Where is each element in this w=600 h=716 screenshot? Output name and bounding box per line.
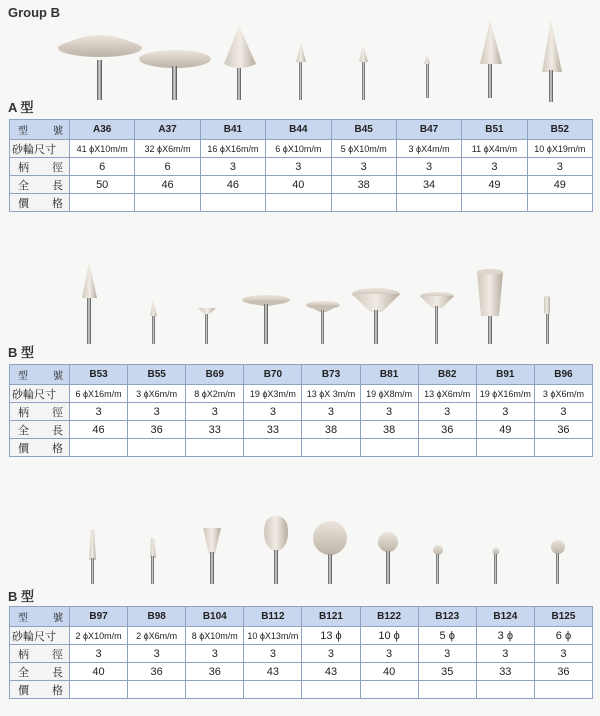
tools-photo-b: [0, 256, 600, 356]
model-row-label: 型 號: [10, 120, 70, 140]
length-cell: 38: [302, 421, 360, 439]
length-row-label: 全 長: [10, 663, 70, 681]
wheel-cell: 10 ϕX13m/m: [244, 627, 302, 645]
wheel-cell: 19 ϕX8m/m: [360, 385, 418, 403]
model-cell: B69: [186, 365, 244, 385]
model-cell: B125: [534, 607, 592, 627]
model-row-label: 型 號: [10, 365, 70, 385]
wheel-cell: 19 ϕX16m/m: [476, 385, 534, 403]
table-b-label: B 型: [8, 345, 35, 360]
model-cell: B122: [360, 607, 418, 627]
shank-cell: 3: [462, 158, 527, 176]
tools-photo-a: [0, 12, 600, 112]
shank-cell: 6: [70, 158, 135, 176]
shank-cell: 3: [534, 403, 592, 421]
model-cell: B123: [418, 607, 476, 627]
shank-row: [10, 158, 593, 176]
wheel-cell: 32 ϕX6m/m: [135, 140, 200, 158]
model-cell: A36: [70, 120, 135, 140]
wheel-row-label: 砂輪尺寸: [10, 627, 70, 645]
model-cell: A37: [135, 120, 200, 140]
price-row-label: 價 格: [10, 681, 70, 699]
model-cell: B51: [462, 120, 527, 140]
shank-cell: 3: [186, 403, 244, 421]
shank-row-label: 柄 徑: [10, 645, 70, 663]
length-row-label: 全 長: [10, 176, 70, 194]
wheel-cell: 16 ϕX16m/m: [200, 140, 265, 158]
shank-cell: 3: [476, 645, 534, 663]
price-cell: [135, 194, 200, 212]
wheel-cell: 5 ϕ: [418, 627, 476, 645]
wheel-cell: 3 ϕX6m/m: [534, 385, 592, 403]
price-row: [10, 194, 593, 212]
length-cell: 40: [266, 176, 331, 194]
grinding-tools-illustration-a: [0, 12, 600, 112]
shank-cell: 3: [200, 158, 265, 176]
length-row: [10, 663, 593, 681]
model-cell: B82: [418, 365, 476, 385]
model-cell: B55: [128, 365, 186, 385]
model-cell: B81: [360, 365, 418, 385]
wheel-cell: 13 ϕX6m/m: [418, 385, 476, 403]
length-cell: 36: [128, 663, 186, 681]
wheel-cell: 10 ϕX19m/m: [527, 140, 592, 158]
shank-cell: 3: [128, 645, 186, 663]
length-row-label: 全 長: [10, 421, 70, 439]
length-cell: 46: [200, 176, 265, 194]
wheel-cell: 2 ϕX6m/m: [128, 627, 186, 645]
length-cell: 33: [186, 421, 244, 439]
length-row: [10, 421, 593, 439]
price-cell: [70, 439, 128, 457]
price-cell: [476, 439, 534, 457]
model-cell: B41: [200, 120, 265, 140]
wheel-cell: 11 ϕX4m/m: [462, 140, 527, 158]
model-cell: B47: [396, 120, 461, 140]
length-cell: 36: [186, 663, 244, 681]
length-cell: 36: [534, 421, 592, 439]
length-cell: 43: [302, 663, 360, 681]
length-cell: 36: [128, 421, 186, 439]
wheel-cell: 3 ϕX4m/m: [396, 140, 461, 158]
wheel-cell: 10 ϕ: [360, 627, 418, 645]
shank-cell: 3: [186, 645, 244, 663]
shank-row: [10, 403, 593, 421]
wheel-row: [10, 140, 593, 158]
group-title: Group B: [8, 5, 60, 20]
price-cell: [534, 439, 592, 457]
model-cell: B97: [70, 607, 128, 627]
model-cell: B104: [186, 607, 244, 627]
wheel-cell: 13 ϕ: [302, 627, 360, 645]
price-cell: [244, 439, 302, 457]
grinding-tools-illustration-c: [0, 492, 600, 592]
price-row-label: 價 格: [10, 194, 70, 212]
spec-table-b: [9, 364, 593, 457]
shank-row-label: 柄 徑: [10, 158, 70, 176]
model-cell: B121: [302, 607, 360, 627]
price-cell: [266, 194, 331, 212]
model-row: [10, 607, 593, 627]
tools-photo-c: [0, 492, 600, 592]
price-cell: [302, 439, 360, 457]
wheel-cell: 3 ϕ: [476, 627, 534, 645]
price-cell: [186, 439, 244, 457]
wheel-cell: 3 ϕX6m/m: [128, 385, 186, 403]
wheel-cell: 19 ϕX3m/m: [244, 385, 302, 403]
spec-table-c: [9, 606, 593, 699]
model-row-label: 型 號: [10, 607, 70, 627]
length-cell: 35: [418, 663, 476, 681]
length-row: [10, 176, 593, 194]
length-cell: 36: [418, 421, 476, 439]
price-cell: [70, 681, 128, 699]
model-row: [10, 120, 593, 140]
shank-cell: 3: [476, 403, 534, 421]
shank-cell: 3: [244, 645, 302, 663]
wheel-cell: 6 ϕ: [534, 627, 592, 645]
shank-cell: 3: [70, 645, 128, 663]
price-cell: [200, 194, 265, 212]
length-cell: 49: [527, 176, 592, 194]
model-cell: B45: [331, 120, 396, 140]
table-a-label: A 型: [8, 100, 34, 115]
shank-cell: 3: [534, 645, 592, 663]
model-row: [10, 365, 593, 385]
wheel-row-label: 砂輪尺寸: [10, 385, 70, 403]
price-cell: [128, 681, 186, 699]
price-cell: [128, 439, 186, 457]
model-cell: B98: [128, 607, 186, 627]
model-cell: B44: [266, 120, 331, 140]
length-cell: 46: [70, 421, 128, 439]
shank-cell: 3: [244, 403, 302, 421]
grinding-tools-illustration-b: [0, 256, 600, 356]
wheel-cell: 2 ϕX10m/m: [70, 627, 128, 645]
length-cell: 36: [534, 663, 592, 681]
model-cell: B96: [534, 365, 592, 385]
length-cell: 33: [244, 421, 302, 439]
model-cell: B52: [527, 120, 592, 140]
shank-cell: 3: [331, 158, 396, 176]
wheel-row: [10, 627, 593, 645]
length-cell: 49: [476, 421, 534, 439]
wheel-cell: 8 ϕX10m/m: [186, 627, 244, 645]
price-cell: [186, 681, 244, 699]
length-cell: 50: [70, 176, 135, 194]
spec-table-a: [9, 119, 593, 212]
price-cell: [244, 681, 302, 699]
shank-cell: 3: [360, 403, 418, 421]
price-cell: [476, 681, 534, 699]
length-cell: 33: [476, 663, 534, 681]
model-cell: B91: [476, 365, 534, 385]
shank-cell: 3: [266, 158, 331, 176]
shank-cell: 3: [418, 645, 476, 663]
shank-cell: 3: [527, 158, 592, 176]
price-cell: [360, 681, 418, 699]
length-cell: 43: [244, 663, 302, 681]
shank-cell: 3: [302, 645, 360, 663]
price-cell: [462, 194, 527, 212]
shank-cell: 6: [135, 158, 200, 176]
price-cell: [302, 681, 360, 699]
wheel-cell: 6 ϕX10m/m: [266, 140, 331, 158]
length-cell: 38: [360, 421, 418, 439]
model-cell: B124: [476, 607, 534, 627]
price-cell: [396, 194, 461, 212]
price-cell: [534, 681, 592, 699]
model-cell: B53: [70, 365, 128, 385]
shank-cell: 3: [418, 403, 476, 421]
shank-cell: 3: [128, 403, 186, 421]
wheel-row-label: 砂輪尺寸: [10, 140, 70, 158]
price-cell: [418, 681, 476, 699]
shank-row-label: 柄 徑: [10, 403, 70, 421]
shank-cell: 3: [396, 158, 461, 176]
length-cell: 40: [360, 663, 418, 681]
price-cell: [418, 439, 476, 457]
price-cell: [360, 439, 418, 457]
shank-cell: 3: [70, 403, 128, 421]
wheel-cell: 5 ϕX10m/m: [331, 140, 396, 158]
model-cell: B73: [302, 365, 360, 385]
wheel-cell: 6 ϕX16m/m: [70, 385, 128, 403]
price-cell: [331, 194, 396, 212]
model-cell: B70: [244, 365, 302, 385]
price-row: [10, 681, 593, 699]
table-c-label: B 型: [8, 589, 35, 604]
price-row: [10, 439, 593, 457]
shank-cell: 3: [360, 645, 418, 663]
length-cell: 46: [135, 176, 200, 194]
price-cell: [527, 194, 592, 212]
length-cell: 38: [331, 176, 396, 194]
price-cell: [70, 194, 135, 212]
wheel-row: [10, 385, 593, 403]
wheel-cell: 41 ϕX10m/m: [70, 140, 135, 158]
length-cell: 34: [396, 176, 461, 194]
length-cell: 40: [70, 663, 128, 681]
price-row-label: 價 格: [10, 439, 70, 457]
length-cell: 49: [462, 176, 527, 194]
shank-cell: 3: [302, 403, 360, 421]
shank-row: [10, 645, 593, 663]
wheel-cell: 8 ϕX2m/m: [186, 385, 244, 403]
wheel-cell: 13 ϕX 3m/m: [302, 385, 360, 403]
model-cell: B112: [244, 607, 302, 627]
